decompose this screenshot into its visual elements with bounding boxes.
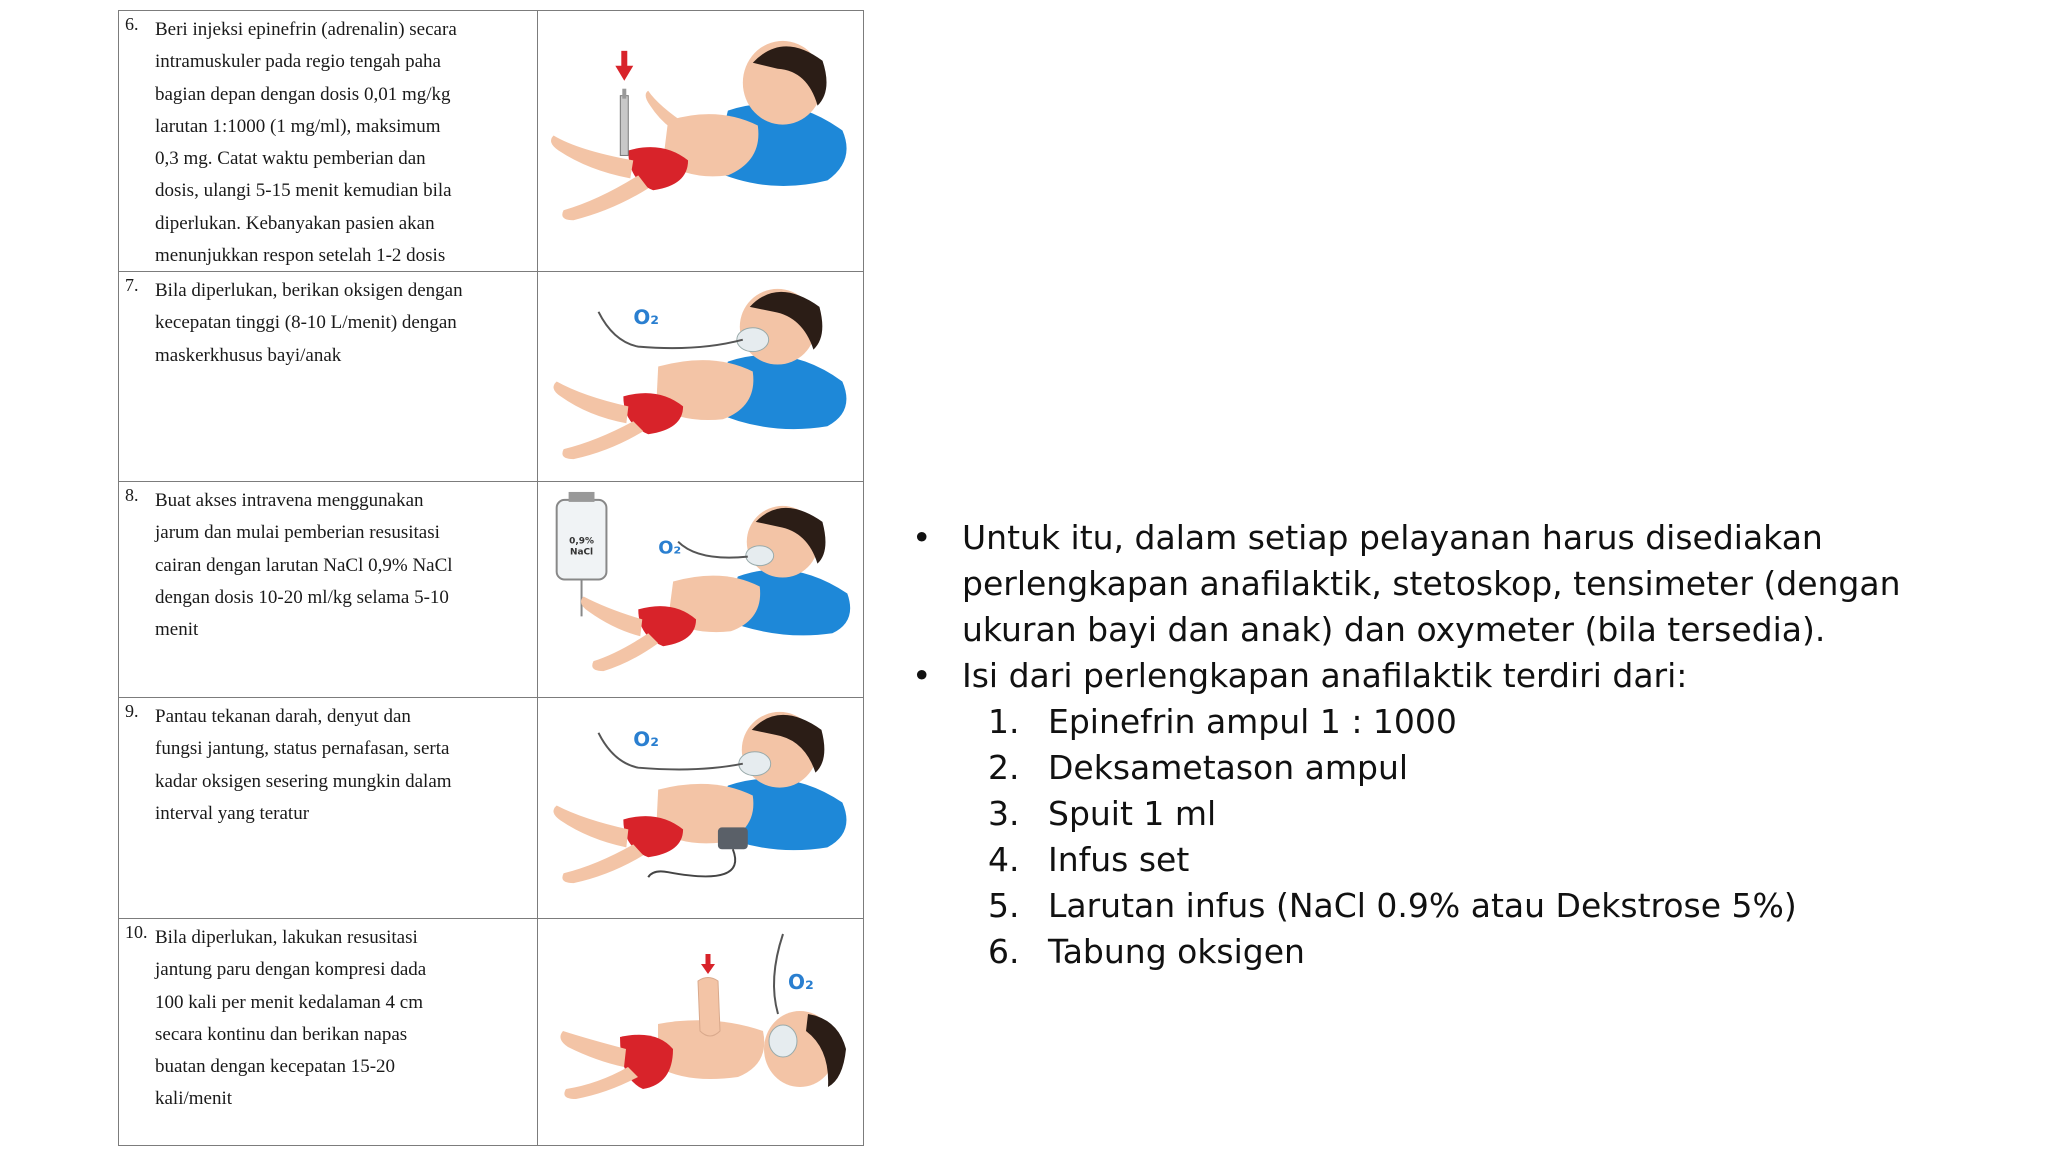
list-item: 5. Larutan infus (NaCl 0.9% atau Dekstrose 5%) — [988, 886, 1797, 925]
step-description: Bila diperlukan, lakukan resusitasi jantung paru dengan kompresi dada 100 kali per menit kedalaman 4 cm secara kontinu dan berikan napas buatan dengan kecepatan 15-20 kali/menit — [155, 927, 427, 1110]
o2-label: O₂ — [633, 305, 659, 329]
step-number: 10. — [125, 922, 148, 942]
step-number: 8. — [125, 485, 139, 505]
step-row-10 — [119, 919, 863, 1145]
illustration-cpr — [538, 919, 863, 1145]
bullet-item — [912, 653, 2022, 699]
list-item: 1. Epinefrin ampul 1 : 1000 — [988, 702, 1457, 741]
step-description: Beri injeksi epinefrin (adrenalin) secara intramuskuler pada regio tengah paha bagian depan dengan dosis 0,01 mg/kg larutan 1:1000 (1 mg/ml), maksimum 0,3 mg. Catat waktu pemberian dan dosis, ulangi 5-15 menit kemudian bila diperlukan. Kebanyakan pasien akan menunjukkan respon setelah 1-2 dosis — [155, 19, 457, 267]
kit-items-list — [912, 699, 2022, 975]
illustration-oxygen-mask — [538, 272, 863, 481]
step-text-cell — [119, 482, 538, 697]
list-item: 4. Infus set — [988, 840, 1190, 879]
o2-label: O₂ — [633, 727, 659, 751]
step-text-cell — [119, 11, 538, 271]
list-item: 6. Tabung oksigen — [988, 932, 1305, 971]
iv-bag-label-2: NaCl — [569, 547, 594, 558]
bullet-text: Untuk itu, dalam setiap pelayanan harus disediakan perlengkapan anafilaktik, stetoskop, tensimeter (dengan ukuran bayi dan anak) dan oxymeter (bila tersedia). — [962, 518, 1901, 649]
step-text-cell — [119, 272, 538, 481]
step-number: 7. — [125, 275, 139, 295]
bullet-dot: • — [912, 656, 932, 695]
illustration-epinephrine-injection — [538, 11, 863, 271]
baby-illustration — [551, 41, 847, 220]
step-description: Pantau tekanan darah, denyut dan fungsi jantung, status pernafasan, serta kadar oksigen sesering mungkin dalam interval yang teratur — [155, 706, 452, 824]
procedure-steps-table — [118, 10, 864, 1146]
list-item: 3. Spuit 1 ml — [988, 794, 1217, 833]
o2-label: O₂ — [658, 537, 682, 559]
anaphylaxis-kit-info — [912, 515, 2022, 975]
step-number: 6. — [125, 14, 139, 34]
step-row-7 — [119, 272, 863, 482]
step-row-9 — [119, 698, 863, 919]
bullet-text: Isi dari perlengkapan anafilaktik terdiri dari: — [962, 656, 1688, 695]
illustration-monitoring — [538, 698, 863, 918]
step-row-6 — [119, 11, 863, 272]
iv-bag-label-1: 0,9% — [569, 536, 594, 547]
step-text-cell — [119, 919, 538, 1145]
step-row-8 — [119, 482, 863, 698]
o2-label: O₂ — [788, 970, 814, 994]
step-description: Buat akses intravena menggunakan jarum dan mulai pemberian resusitasi cairan dengan larutan NaCl 0,9% NaCl dengan dosis 10-20 ml/kg selama 5-10 menit — [155, 490, 453, 641]
step-number: 9. — [125, 701, 139, 721]
step-description: Bila diperlukan, berikan oksigen dengan kecepatan tinggi (8-10 L/menit) dengan maskerkhusus bayi/anak — [155, 280, 463, 366]
list-item: 2. Deksametason ampul — [988, 748, 1409, 787]
bullet-dot: • — [912, 518, 932, 557]
bullet-item — [912, 515, 2022, 653]
step-text-cell — [119, 698, 538, 918]
illustration-iv-access — [538, 482, 863, 697]
